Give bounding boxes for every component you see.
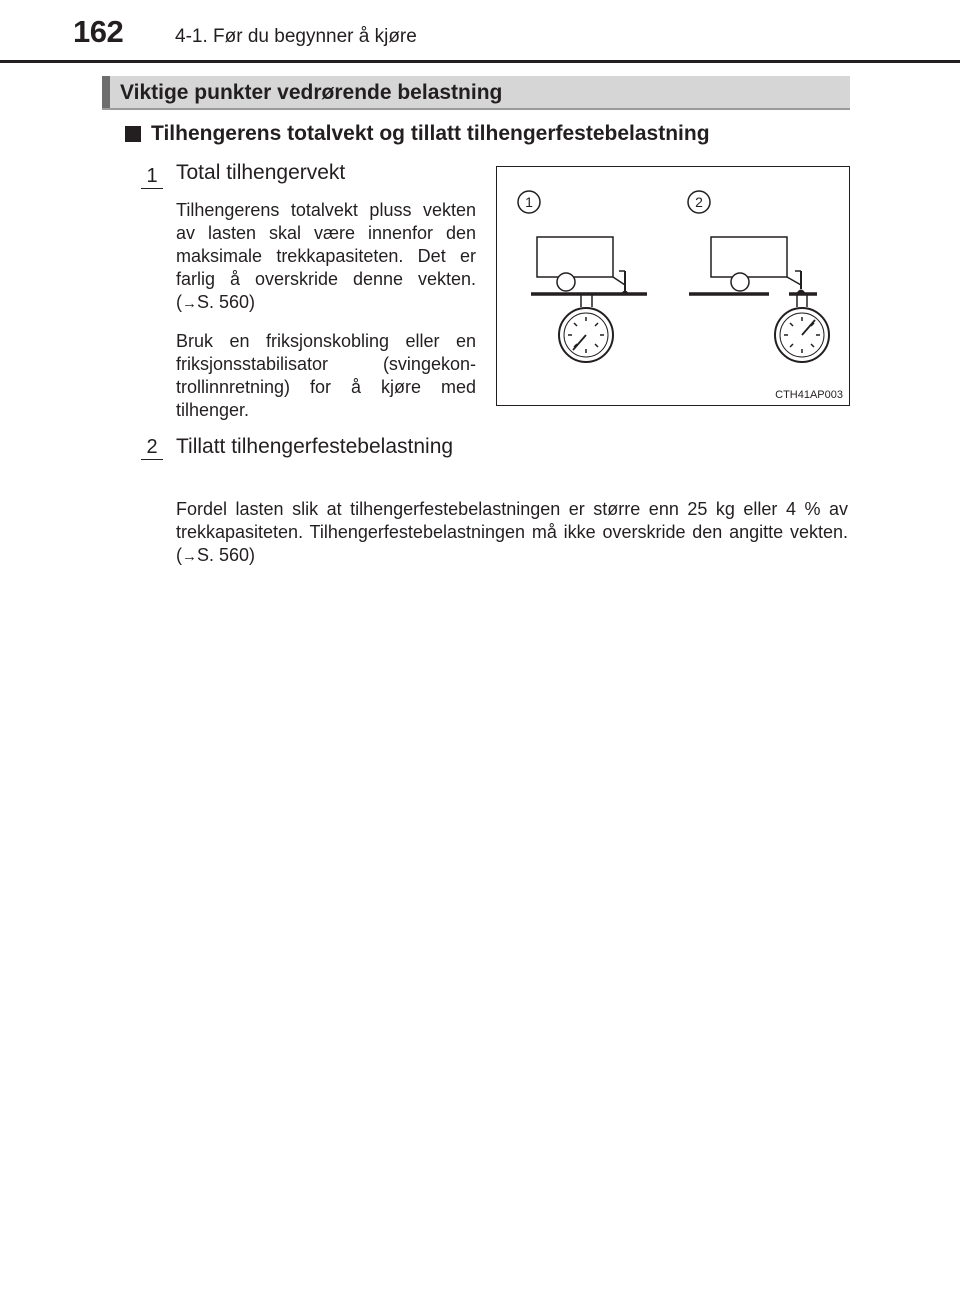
- chapter-title: 4-1. Før du begynner å kjøre: [175, 26, 417, 47]
- item-number-badge-1: 1: [141, 164, 163, 189]
- subsection-title: Tilhengerens totalvekt og tillatt tilhengerfestebelastning: [151, 122, 710, 145]
- trailer-scale-illustration: [497, 167, 851, 407]
- figure-label-1: [518, 191, 540, 213]
- page-reference-link[interactable]: S. 560): [197, 545, 256, 565]
- section-title-bar: [102, 76, 850, 110]
- trailer-total-weight-drawing: [531, 237, 647, 362]
- figure-label-2-text: 2: [695, 194, 703, 210]
- section-title: Viktige punkter vedrørende belastning: [120, 81, 503, 104]
- item-1-paragraph-1-text: Tilhengerens totalvekt pluss vekten av lasten skal være innenfor den maksimale trekkapasiteten. Det er farlig å overskride denne vekten. (: [176, 200, 476, 312]
- square-bullet-icon: [125, 126, 141, 142]
- header-rule: [0, 60, 960, 63]
- item-title-2: Tillatt tilhengerfestebelastning: [176, 435, 454, 458]
- item-1-paragraph-2: Bruk en friksjonskobling eller en friksjonsstabilisator (svingekontrollinnretning) for å kjøre med tilhenger.: [176, 331, 476, 420]
- reference-arrow-icon: →: [182, 295, 197, 312]
- item-2-paragraph-1-text: Fordel lasten slik at tilhengerfestebelastningen er større enn 25 kg eller 4 % av trekkapasiteten. Tilhengerfestebelastningen må ikke overskride den angitte vekten. (: [176, 499, 848, 565]
- reference-arrow-icon: →: [182, 548, 197, 565]
- item-title-1: Total tilhengervekt: [176, 161, 346, 184]
- item-2-paragraph-1: [176, 498, 848, 568]
- item-1-paragraph-1: [176, 199, 476, 315]
- figure-code: CTH41AP003: [775, 389, 843, 401]
- page-number: 162: [73, 14, 124, 49]
- section-bar-accent: [102, 76, 110, 108]
- trailer-tongue-weight-drawing: [689, 237, 829, 362]
- figure-label-2: [688, 191, 710, 213]
- page-reference-link[interactable]: S. 560): [197, 292, 256, 312]
- item-number-badge-2: 2: [141, 435, 163, 460]
- trailer-weight-figure: [496, 166, 850, 406]
- figure-label-1-text: 1: [525, 194, 533, 210]
- subsection-heading: [125, 122, 710, 146]
